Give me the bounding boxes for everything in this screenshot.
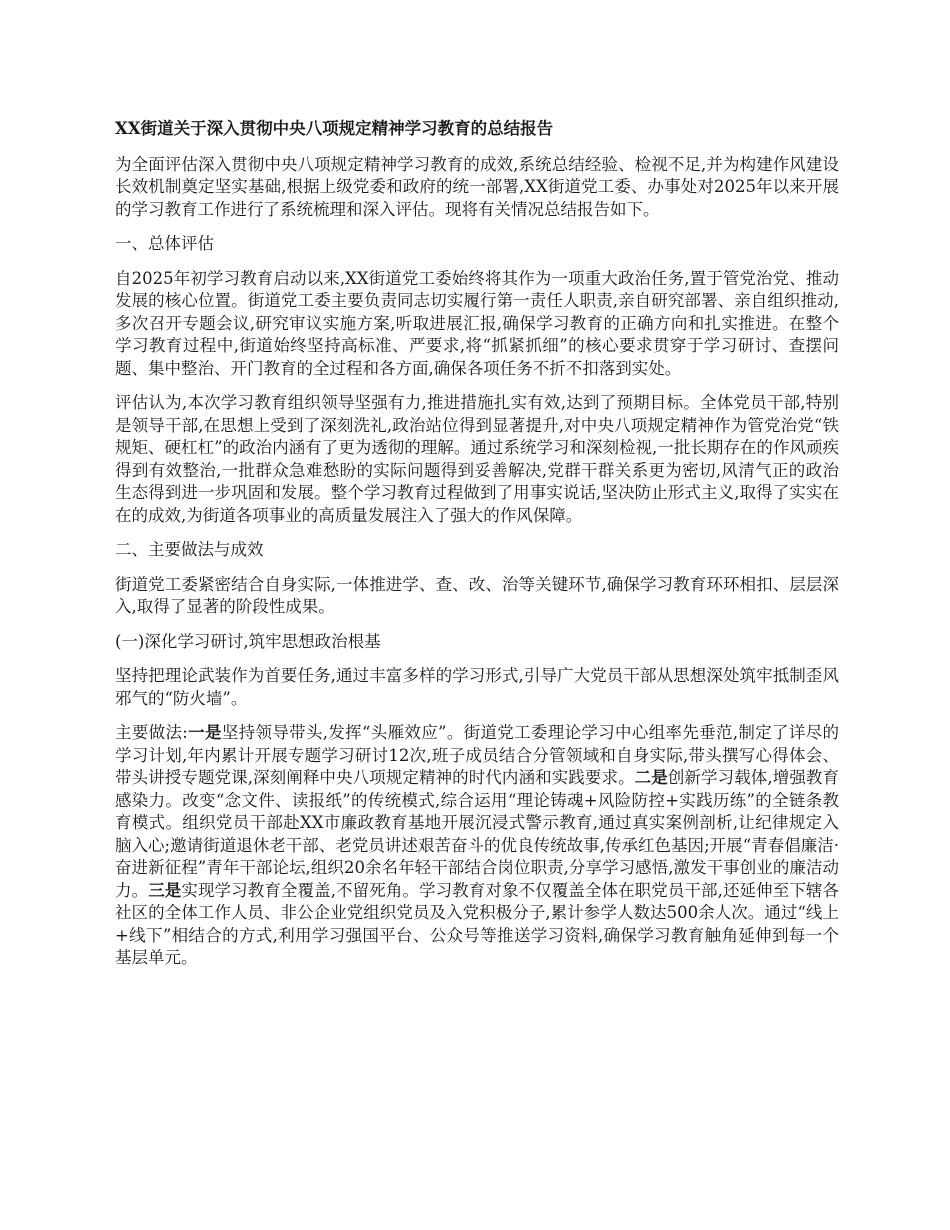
point-three-label: 三是 <box>148 880 182 900</box>
subsection1-heading: (一)深化学习研讨,筑牢思想政治根基 <box>115 631 381 651</box>
section1-paragraph-1: 自2025年初学习教育启动以来,XX街道党工委始终将其作为一项重大政治任务,置于管党治党、推动发展的核心位置。街道党工委主要负责同志切实履行第一责任人职责,亲自研究部署、亲自组织推动,多次召开专题会议,研究审议实施方案,听取进展汇报,确保学习教育的正确方向和扎实推进。在整个学习教育过程中,街道始终坚持高标准、严要求,将“抓紧抓细”的核心要求贯穿于学习研讨、查摆问题、集中整治、开门教育的全过程和各方面,确保各项任务不折不扣落到实处。 <box>115 268 839 378</box>
section1-paragraph-2: 评估认为,本次学习教育组织领导坚强有力,推进措施扎实有效,达到了预期目标。全体党员干部,特别是领导干部,在思想上受到了深刻洗礼,政治站位得到显著提升,对中央八项规定精神作为管党治党“铁规矩、硬杠杠”的政治内涵有了更为透彻的理解。通过系统学习和深刻检视,一批长期存在的作风顽疾得到有效整治,一批群众急难愁盼的实际问题得到妥善解决,党群干群关系更为密切,风清气正的政治生态得到进一步巩固和发展。整个学习教育过程做到了用事实说话,坚决防止形式主义,取得了实实在在的成效,为街道各项事业的高质量发展注入了强大的作风保障。 <box>115 393 839 525</box>
document-page <box>115 118 839 982</box>
point-one-text: 坚持领导带头,发挥“头雁效应”。街道党工委理论学习中心组率先垂范,制定了详尽的学习计划,年内累计开展专题学习研讨12次,班子成员结合分管领域和自身实际,带头撰写心得体会、带头讲授专题党课,深刻阐释中央八项规定精神的时代内涵和实践要求。 <box>115 723 840 787</box>
section1-heading: 一、总体评估 <box>115 234 214 253</box>
subsection1-paragraph-2 <box>115 722 839 970</box>
point-two-label: 二是 <box>634 768 668 787</box>
document-title: XX街道关于深入贯彻中央八项规定精神学习教育的总结报告 <box>115 119 554 138</box>
main-practices-lead: 主要做法: <box>115 723 188 742</box>
section2-paragraph-1: 街道党工委紧密结合自身实际,一体推进学、查、改、治等关键环节,确保学习教育环环相扣、层层深入,取得了显著的阶段性成果。 <box>115 574 839 616</box>
point-one-label: 一是 <box>187 723 222 742</box>
point-two-text: 创新学习载体,增强教育感染力。改变“念文件、读报纸”的传统模式,综合运用“理论铸魂+风险防控+实践历练”的全链条教育模式。组织党员干部赴XX市廉政教育基地开展沉浸式警示教育,通过真实案例剖析,让纪律规定入脑入心;邀请街道退休老干部、老党员讲述艰苦奋斗的优良传统故事,传承红色基因;开展“青春倡廉洁·奋进新征程”青年干部论坛,组织20余名年轻干部结合岗位职责,分享学习感悟,激发干事创业的廉洁动力。 <box>115 768 839 900</box>
subsection1-paragraph-1: 坚持把理论武装作为首要任务,通过丰富多样的学习形式,引导广大党员干部从思想深处筑牢抵制歪风邪气的“防火墙”。 <box>115 666 839 708</box>
intro-paragraph: 为全面评估深入贯彻中央八项规定精神学习教育的成效,系统总结经验、检视不足,并为构建作风建设长效机制奠定坚实基础,根据上级党委和政府的统一部署,XX街道党工委、办事处对2025年以来开展的学习教育工作进行了系统梳理和深入评估。现将有关情况总结报告如下。 <box>115 154 839 219</box>
section2-heading: 二、主要做法与成效 <box>115 540 264 559</box>
point-three-text: 实现学习教育全覆盖,不留死角。学习教育对象不仅覆盖全体在职党员干部,还延伸至下辖各社区的全体工作人员、非公企业党组织党员及入党积极分子,累计参学人数达500余人次。通过“线上+线下”相结合的方式,利用学习强国平台、公众号等推送学习资料,确保学习教育触角延伸到每一个基层单元。 <box>115 880 840 967</box>
